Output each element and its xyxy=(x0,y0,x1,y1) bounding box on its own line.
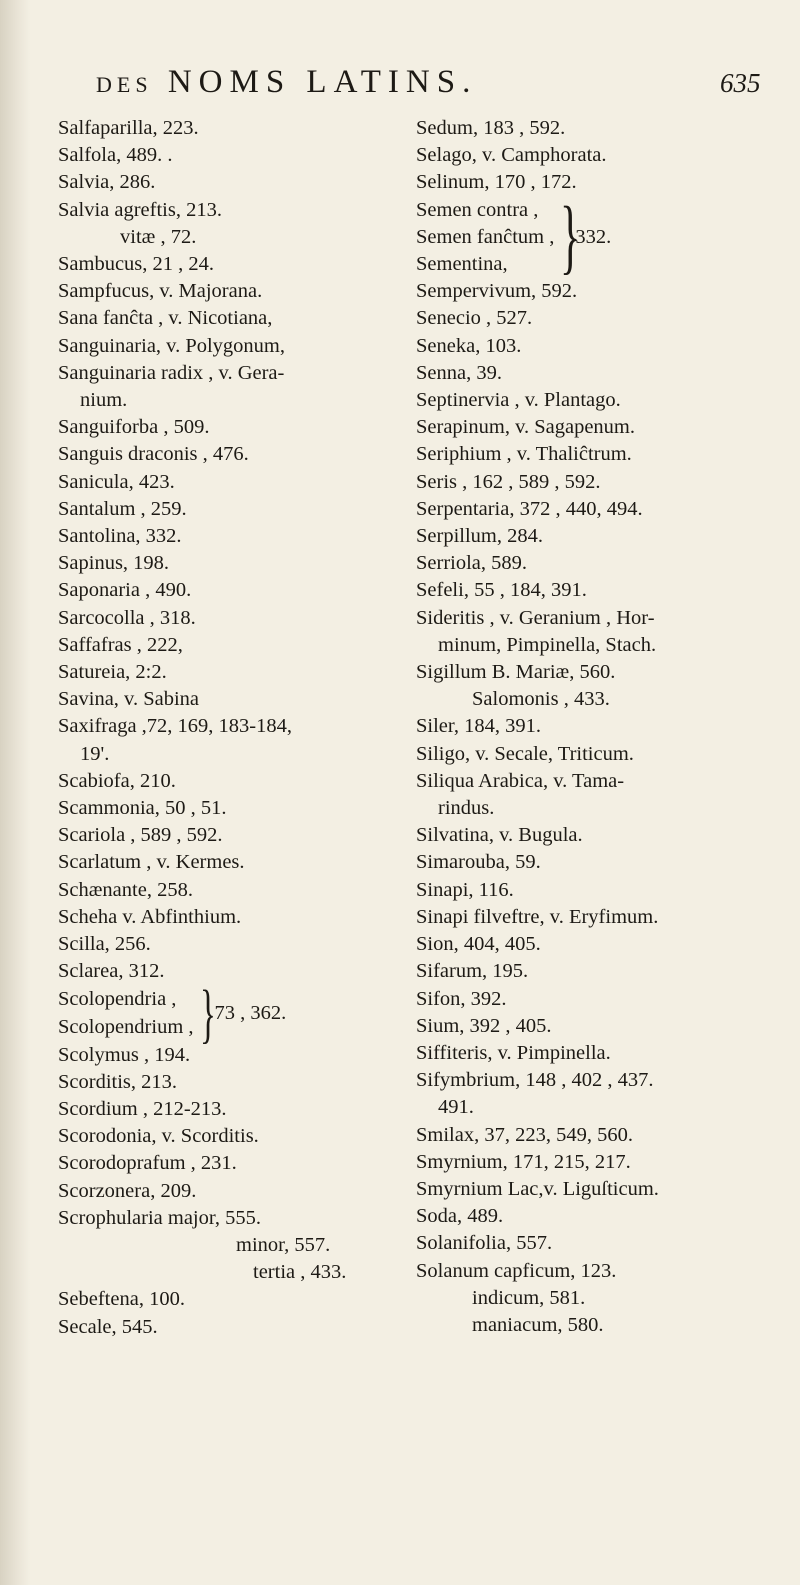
index-column-right xyxy=(416,115,781,1339)
index-entry: Septinervia , v. Plantago. xyxy=(416,389,621,412)
index-entry: Seris , 162 , 589 , 592. xyxy=(416,470,601,493)
index-entry: Sana fanĉta , v. Nicotiana, xyxy=(58,307,273,330)
index-entry: Sium, 392 , 405. xyxy=(416,1014,552,1037)
running-head xyxy=(96,64,676,101)
index-entry: Scariola , 589 , 592. xyxy=(58,824,223,847)
index-entry: Scrophularia major, 555. xyxy=(58,1206,261,1229)
index-entry: Serpentaria, 372 , 440, 494. xyxy=(416,497,643,520)
index-entry: Scabiofa, 210. xyxy=(58,769,176,792)
index-entry: Senecio , 527. xyxy=(416,307,533,330)
index-entry-name: Semen contra , xyxy=(416,198,539,221)
index-entry: Sebeftena, 100. xyxy=(58,1288,185,1311)
brace-glyph: } xyxy=(560,190,581,284)
index-entry: Selinum, 170 , 172. xyxy=(416,171,577,194)
running-head-noms: NOMS xyxy=(167,64,292,100)
index-entry: Sinapi filveftre, v. Eryfimum. xyxy=(416,905,659,928)
index-entry: Scheha v. Abfinthium. xyxy=(58,905,242,928)
index-entry: Senna, 39. xyxy=(416,361,502,384)
index-entry: Siffiteris, v. Pimpinella. xyxy=(416,1041,611,1064)
index-entry: Sion, 404, 405. xyxy=(416,933,541,956)
index-entry: Sambucus, 21 , 24. xyxy=(58,253,215,276)
index-entry: Satureia, 2:2. xyxy=(58,661,167,684)
page-number: 635 xyxy=(720,68,761,98)
index-entry-group xyxy=(58,976,423,1050)
index-entry: Salomonis , 433. xyxy=(472,688,610,711)
index-entry-reference: 332. xyxy=(575,225,612,248)
index-entry: Scarlatum , v. Kermes. xyxy=(58,851,245,874)
index-entry: Silvatina, v. Bugula. xyxy=(416,824,583,847)
index-entry: Smyrnium Lac,v. Liguſticum. xyxy=(416,1177,659,1200)
index-entry: vitæ , 72. xyxy=(120,225,197,248)
index-entry: Solanifolia, 557. xyxy=(416,1232,553,1255)
index-entry: Schænante, 258. xyxy=(58,878,193,901)
index-entry-name: Sementina, xyxy=(416,253,508,276)
index-entry: Sarcocolla , 318. xyxy=(58,606,196,629)
index-entry: minor, 557. xyxy=(236,1233,331,1256)
index-entry: Siliqua Arabica, v. Tama- xyxy=(416,769,625,792)
index-entry: Salvia agreftis, 213. xyxy=(58,198,222,221)
index-entry: Sifarum, 195. xyxy=(416,960,529,983)
index-entry: 19'. xyxy=(80,742,110,765)
index-entry: Soda, 489. xyxy=(416,1205,504,1228)
grouped-entry-names xyxy=(416,197,554,279)
index-entry: Sempervivum, 592. xyxy=(416,280,578,303)
index-entry: Savina, v. Sabina xyxy=(58,688,200,711)
index-entry: tertia , 433. xyxy=(253,1261,347,1284)
index-entry-name: Scolopendria , xyxy=(58,988,177,1011)
index-entry: Santolina, 332. xyxy=(58,525,182,548)
index-entry: Sefeli, 55 , 184, 391. xyxy=(416,579,587,602)
index-entry: Scammonia, 50 , 51. xyxy=(58,797,227,820)
index-entry: Sclarea, 312. xyxy=(58,960,165,983)
index-entry: Sifymbrium, 148 , 402 , 437. xyxy=(416,1069,654,1092)
index-entry: Siler, 184, 391. xyxy=(416,715,542,738)
index-entry: Scilla, 256. xyxy=(58,933,151,956)
index-entry: minum, Pimpinella, Stach. xyxy=(438,633,657,656)
brace-glyph: } xyxy=(199,976,216,1050)
page-gutter-shadow xyxy=(0,0,30,1585)
index-entry: nium. xyxy=(80,389,128,412)
index-entry: Selago, v. Camphorata. xyxy=(416,144,607,167)
index-entry: Sigillum B. Mariæ, 560. xyxy=(416,661,616,684)
index-entry: Serriola, 589. xyxy=(416,552,528,575)
index-column-left xyxy=(58,115,423,1341)
index-entry: Sanguiforba , 509. xyxy=(58,416,210,439)
index-entry: Serpillum, 284. xyxy=(416,525,543,548)
index-entry: indicum, 581. xyxy=(472,1286,586,1309)
index-entry: 491. xyxy=(438,1096,474,1119)
index-entry: Sampfucus, v. Majorana. xyxy=(58,280,263,303)
index-entry: Scorzonera, 209. xyxy=(58,1179,197,1202)
index-entry: Scorodonia, v. Scorditis. xyxy=(58,1125,259,1148)
index-entry: Secale, 545. xyxy=(58,1315,158,1338)
index-entry-name: Semen fanĉtum , xyxy=(416,225,555,248)
index-entry: Sanicula, 423. xyxy=(58,470,175,493)
index-entry: Scordium , 212-213. xyxy=(58,1097,227,1120)
index-entry: Scolymus , 194. xyxy=(58,1043,191,1066)
index-entry: Serapinum, v. Sagapenum. xyxy=(416,416,636,439)
index-entry: Saponaria , 490. xyxy=(58,579,192,602)
index-entry-group xyxy=(416,190,781,284)
index-entry: Siligo, v. Secale, Triticum. xyxy=(416,742,634,765)
index-entry: Sanguinaria radix , v. Gera- xyxy=(58,361,285,384)
index-entry: Sanguis draconis , 476. xyxy=(58,443,249,466)
index-entry: Scorditis, 213. xyxy=(58,1070,178,1093)
index-entry-reference: 73 , 362. xyxy=(214,1001,287,1024)
index-entry: Smilax, 37, 223, 549, 560. xyxy=(416,1123,633,1146)
index-entry: Salfaparilla, 223. xyxy=(58,117,199,139)
index-entry: rindus. xyxy=(438,797,495,820)
index-entry: Sideritis , v. Geranium , Hor- xyxy=(416,606,655,629)
index-entry: Santalum , 259. xyxy=(58,497,187,520)
index-entry: maniacum, 580. xyxy=(472,1313,604,1336)
index-entry: Seriphium , v. Thaliĉtrum. xyxy=(416,443,632,466)
index-entry: Sanguinaria, v. Polygonum, xyxy=(58,334,286,357)
index-entry: Saffafras , 222, xyxy=(58,633,183,656)
index-entry: Smyrnium, 171, 215, 217. xyxy=(416,1150,631,1173)
index-entry: Saxifraga ,72, 169, 183-184, xyxy=(58,715,292,738)
index-entry: Salfola, 489. . xyxy=(58,144,173,167)
index-entry: Sedum, 183 , 592. xyxy=(416,117,566,139)
index-entry: Salvia, 286. xyxy=(58,171,156,194)
running-head-latins: LATINS. xyxy=(306,64,478,100)
index-entry: Sapinus, 198. xyxy=(58,552,170,575)
index-entry: Sifon, 392. xyxy=(416,987,507,1010)
index-entry: Sinapi, 116. xyxy=(416,878,514,901)
index-entry: Scorodoprafum , 231. xyxy=(58,1152,237,1175)
running-head-des: DES xyxy=(96,72,153,97)
index-entry: Seneka, 103. xyxy=(416,334,522,357)
grouped-entry-names xyxy=(58,986,194,1040)
index-entry: Solanum capficum, 123. xyxy=(416,1259,617,1282)
index-entry: Simarouba, 59. xyxy=(416,851,541,874)
index-entry-name: Scolopendrium , xyxy=(58,1015,194,1038)
